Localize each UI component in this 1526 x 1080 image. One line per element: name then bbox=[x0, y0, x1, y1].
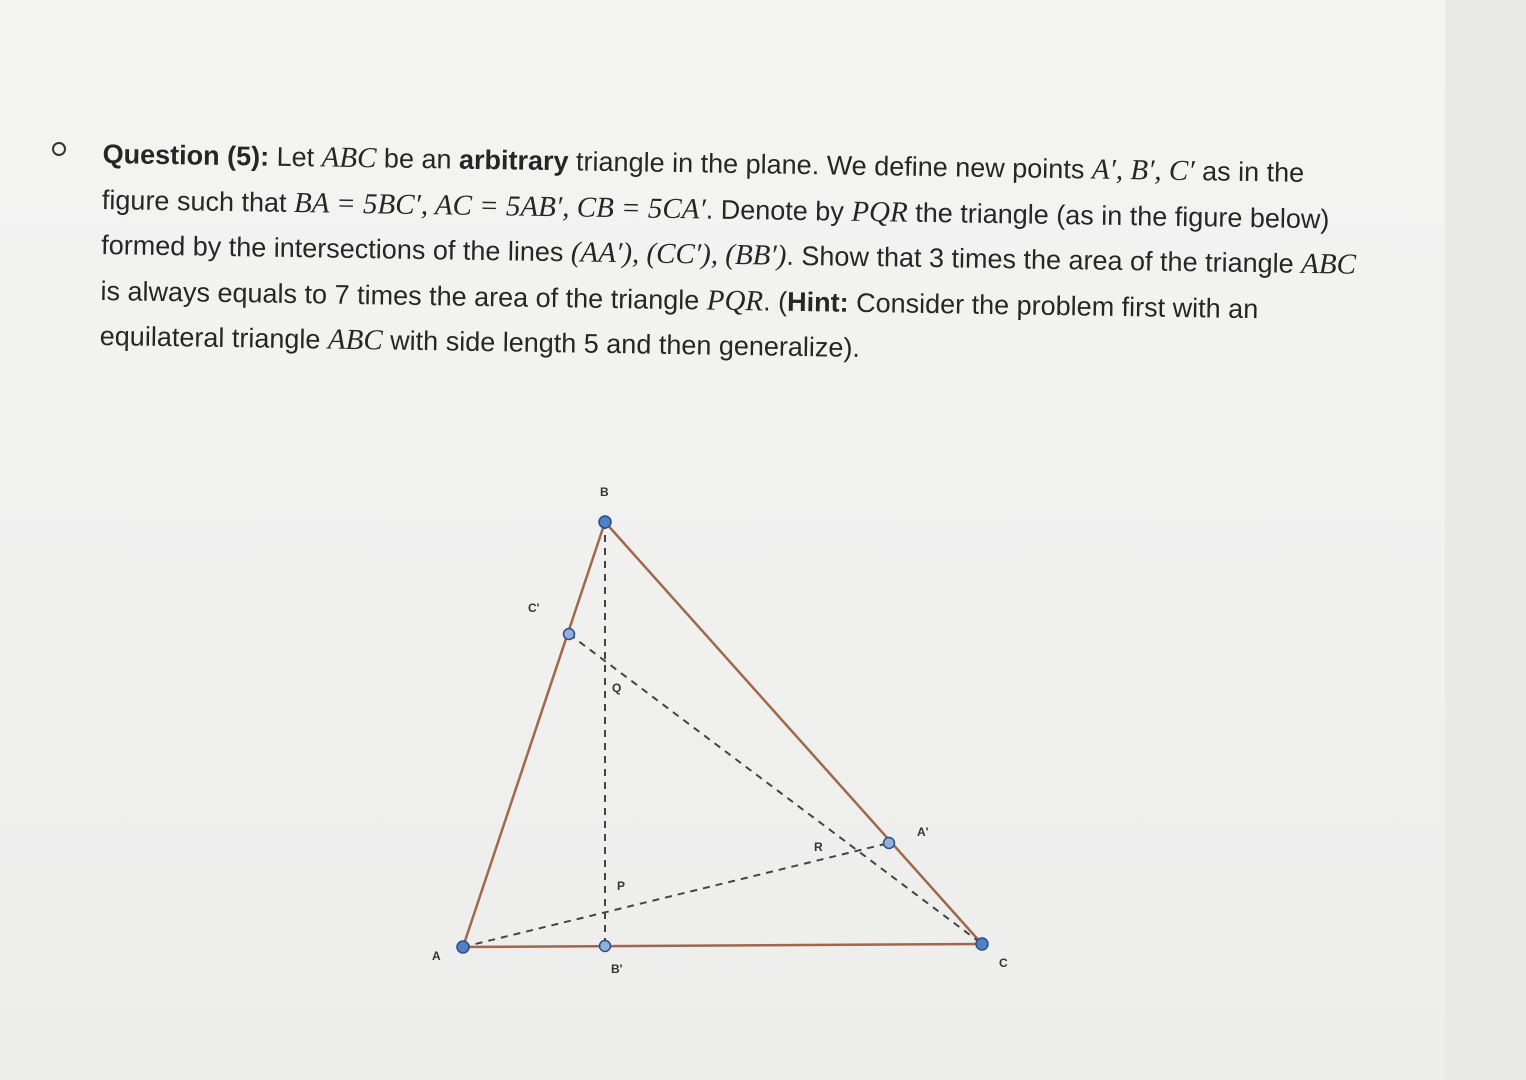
text-run: the triangle (as in the figure below) formed by the intersections of the lines bbox=[100, 197, 1330, 268]
bold-hint: Hint: bbox=[786, 286, 849, 318]
math-abc: ABC bbox=[1300, 247, 1357, 281]
text-run: be an bbox=[376, 143, 460, 175]
text-run: Consider the problem first with an equilateral triangle bbox=[99, 287, 1259, 355]
side-ac bbox=[463, 944, 982, 947]
label-b-prime: B' bbox=[611, 962, 623, 976]
label-b: B bbox=[600, 485, 609, 499]
math-pqr: PQR bbox=[851, 195, 908, 229]
point-c bbox=[976, 938, 988, 950]
label-p: P bbox=[617, 879, 626, 893]
math-lines: (AA′), (CC′), (BB′) bbox=[570, 236, 787, 272]
label-c-prime: C' bbox=[528, 601, 540, 615]
text-run: is always equals to 7 times the area of the triangle bbox=[100, 275, 707, 316]
text-run: . Show that 3 times the area of the triangle bbox=[786, 240, 1302, 279]
math-abc: ABC bbox=[321, 141, 377, 175]
text-run: Let bbox=[268, 141, 322, 173]
text-run: . ( bbox=[762, 285, 788, 317]
point-c-prime bbox=[564, 629, 575, 640]
line-aa-prime bbox=[463, 843, 889, 947]
point-b-prime bbox=[600, 941, 611, 952]
point-b bbox=[599, 516, 611, 528]
text-run: . Denote by bbox=[705, 193, 852, 227]
text-run: with side length 5 and then generalize). bbox=[382, 325, 861, 363]
side-bc bbox=[605, 522, 982, 944]
math-abc: ABC bbox=[327, 323, 383, 357]
point-a bbox=[457, 941, 469, 953]
text-run: triangle in the plane. We define new points bbox=[568, 146, 1093, 185]
question-heading: Question (5): bbox=[102, 138, 270, 172]
label-a-prime: A' bbox=[917, 825, 929, 839]
label-a: A bbox=[432, 949, 441, 963]
label-q: Q bbox=[612, 681, 622, 695]
point-a-prime bbox=[884, 838, 895, 849]
math-pqr: PQR bbox=[706, 284, 764, 317]
math-new-points: A′, B′, C′ bbox=[1091, 153, 1195, 188]
bold-arbitrary: arbitrary bbox=[458, 144, 569, 177]
label-c: C bbox=[999, 956, 1008, 970]
line-cc-prime bbox=[569, 634, 982, 944]
text-run: as in the figure such that bbox=[101, 156, 1305, 218]
label-r: R bbox=[814, 840, 823, 854]
side-ab bbox=[463, 522, 605, 947]
math-equations: BA = 5BC′, AC = 5AB′, CB = 5CA′ bbox=[293, 186, 707, 225]
